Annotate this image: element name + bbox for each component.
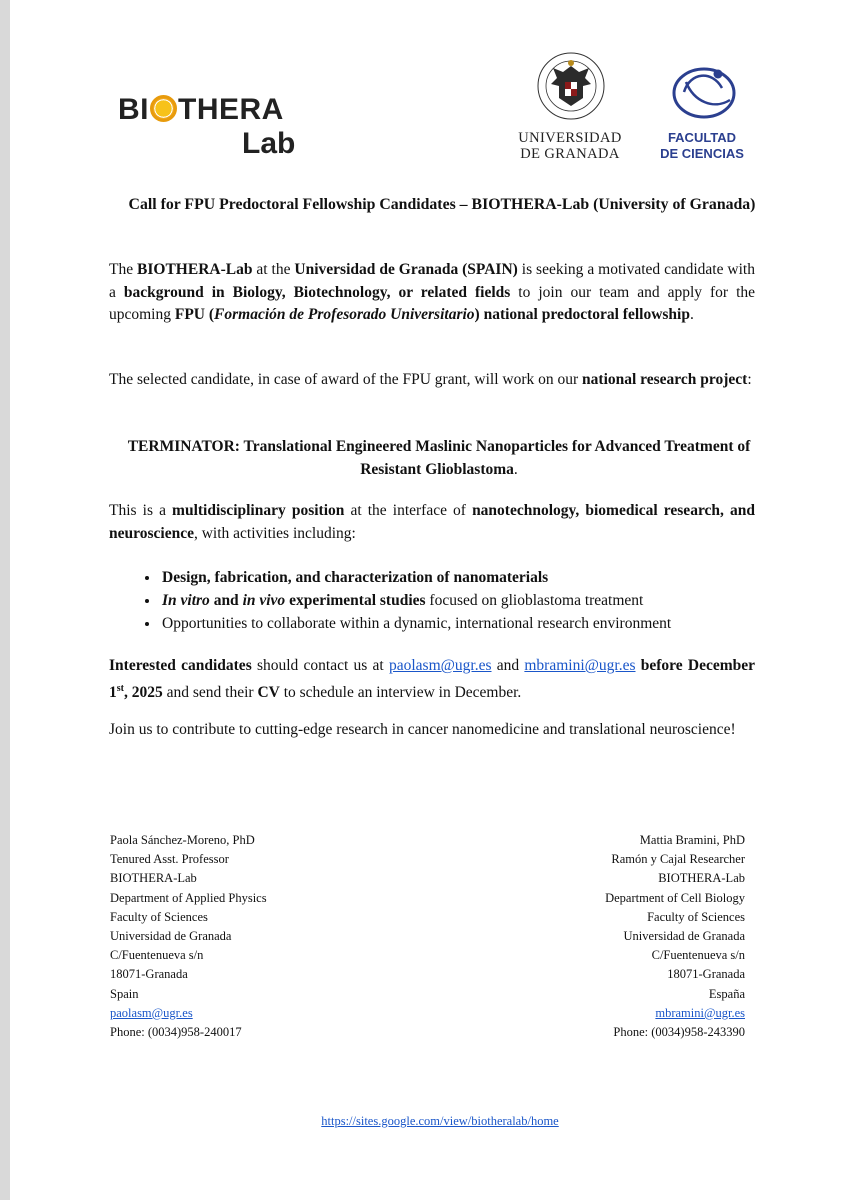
position-paragraph: This is a multidisciplinary position at the interface of nanotechnology, biomedical research, and neuroscience, with activities including: <box>109 502 755 542</box>
faculty-line2: DE CIENCIAS <box>660 146 744 161</box>
logo-text-thera: THERA <box>178 93 284 126</box>
ugr-line2: DE GRANADA <box>520 146 620 162</box>
sig-street: C/Fuentenueva s/n <box>110 948 204 963</box>
sig-country: Spain <box>110 986 139 1001</box>
sig-name: Paola Sánchez-Moreno, PhD <box>110 833 255 847</box>
sig-university: Universidad de Granada <box>623 929 745 944</box>
ugr-line1: UNIVERSIDAD <box>518 130 622 146</box>
sig-university: Universidad de Granada <box>110 929 232 944</box>
email-link-mbramini[interactable]: mbramini@ugr.es <box>524 657 636 674</box>
university-crest-icon <box>535 48 607 126</box>
sig-email-link[interactable]: paolasm@ugr.es <box>110 1005 193 1020</box>
sig-lab: BIOTHERA-Lab <box>110 871 197 886</box>
sig-faculty: Faculty of Sciences <box>647 909 745 924</box>
intro-paragraph: The BIOTHERA-Lab at the Universidad de Granada (SPAIN) is seeking a motivated candidate with a background in Biology, Biotechnology, or related fields to join our team and apply for the upcoming FPU (Formación de Profesorado Universitario) national predoctoral fellowship. <box>109 261 755 323</box>
activities-list <box>118 566 671 635</box>
sig-phone: Phone: (0034)958-240017 <box>110 1025 242 1040</box>
sig-email-link[interactable]: mbramini@ugr.es <box>655 1005 745 1020</box>
sig-phone: Phone: (0034)958-243390 <box>613 1025 745 1040</box>
list-item: • Opportunities to collaborate within a dynamic, international research environment <box>160 612 671 635</box>
website-link[interactable]: https://sites.google.com/view/biotheralab/home <box>321 1114 559 1128</box>
logo-text-bi: BI <box>118 93 149 126</box>
sig-department: Department of Applied Physics <box>110 890 267 905</box>
closing-paragraph: Join us to contribute to cutting-edge research in cancer nanomedicine and translational neuroscience! <box>109 721 736 738</box>
sig-position: Ramón y Cajal Researcher <box>611 852 745 867</box>
sig-city: 18071-Granada <box>110 967 188 982</box>
selected-paragraph: The selected candidate, in case of award of the FPU grant, will work on our national research project: <box>109 371 752 388</box>
sig-faculty: Faculty of Sciences <box>110 909 208 924</box>
document-title: Call for FPU Predoctoral Fellowship Candidates – BIOTHERA-Lab (University of Granada) <box>128 196 756 213</box>
footer <box>290 1114 590 1129</box>
sig-city: 18071-Granada <box>667 967 745 982</box>
list-item: • Design, fabrication, and characterization of nanomaterials <box>160 566 671 589</box>
sig-street: C/Fuentenueva s/n <box>651 948 745 963</box>
email-link-paolasm[interactable]: paolasm@ugr.es <box>388 657 492 674</box>
biothera-logo <box>118 93 284 127</box>
ugr-name <box>510 130 630 162</box>
signature-left <box>110 831 350 1042</box>
atom-icon <box>664 62 744 124</box>
list-item: • In vitro and in vivo experimental studies focused on glioblastoma treatment <box>160 589 671 612</box>
project-title: TERMINATOR: Translational Engineered Maslinic Nanoparticles for Advanced Treatment of Resistant Glioblastoma. <box>127 438 751 478</box>
sig-country: España <box>708 986 745 1001</box>
sig-name: Mattia Bramini, PhD <box>639 833 745 847</box>
sig-department: Department of Cell Biology <box>605 890 745 905</box>
faculty-name <box>646 130 758 162</box>
sig-lab: BIOTHERA-Lab <box>658 871 745 886</box>
logo-text-lab: Lab <box>242 127 296 160</box>
signature-right <box>510 831 745 1042</box>
contact-paragraph: Interested candidates should contact us at paolasm@ugr.es and mbramini@ugr.es before December 1st, 2025 and send their CV to schedule an interview in December. <box>109 657 756 701</box>
sun-icon <box>150 95 177 122</box>
document-page <box>10 0 865 1200</box>
faculty-line1: FACULTAD <box>667 130 737 145</box>
sig-position: Tenured Asst. Professor <box>110 852 229 867</box>
